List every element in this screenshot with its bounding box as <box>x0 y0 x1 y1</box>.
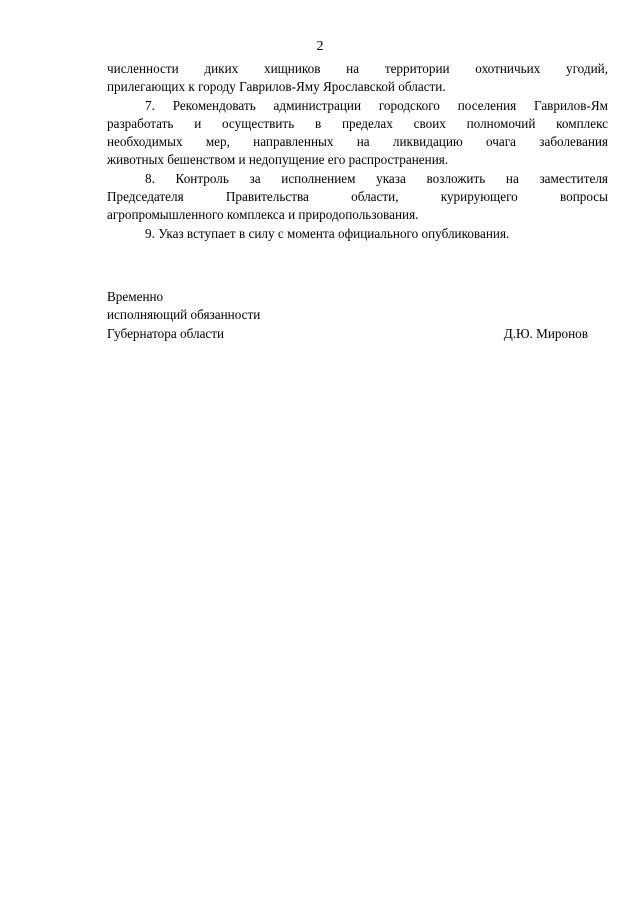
text-line: прилегающих к городу Гаврилов-Яму Ярославской области. <box>107 79 446 95</box>
paragraph-9 <box>107 225 608 243</box>
signature-title-line: Губернатора области <box>107 325 225 341</box>
signature-title-line: Временно <box>107 289 164 304</box>
page-number: 2 <box>316 39 324 54</box>
signature-block <box>107 288 608 343</box>
text-line: 7. Рекомендовать администрации городского поселения Гаврилов-Ям <box>145 97 608 113</box>
text-line: 9. Указ вступает в силу с момента официального опубликования. <box>145 225 510 241</box>
paragraph-8 <box>107 170 608 225</box>
signature-title-line: исполняющий обязанности <box>107 307 261 323</box>
document-body <box>107 60 608 243</box>
text-line: разработать и осуществить в пределах своих полномочий комплекс <box>107 115 608 131</box>
text-line: Председателя Правительства области, курирующего вопросы <box>107 189 608 205</box>
text-line: животных бешенством и недопущение его распространения. <box>107 152 449 168</box>
signature-row <box>107 325 608 343</box>
signatory-name: Д.Ю. Миронов <box>503 325 588 341</box>
paragraph-continuation <box>107 60 608 97</box>
signature-row <box>107 306 608 324</box>
text-line: необходимых мер, направленных на ликвидацию очага заболевания <box>107 134 608 150</box>
paragraph-7 <box>107 97 608 170</box>
text-line: агропромышленного комплекса и природопользования. <box>107 207 419 223</box>
text-line: 8. Контроль за исполнением указа возложить на заместителя <box>145 170 608 186</box>
signature-row <box>107 288 608 306</box>
text-line: численности диких хищников на территории охотничьих угодий, <box>107 61 608 76</box>
